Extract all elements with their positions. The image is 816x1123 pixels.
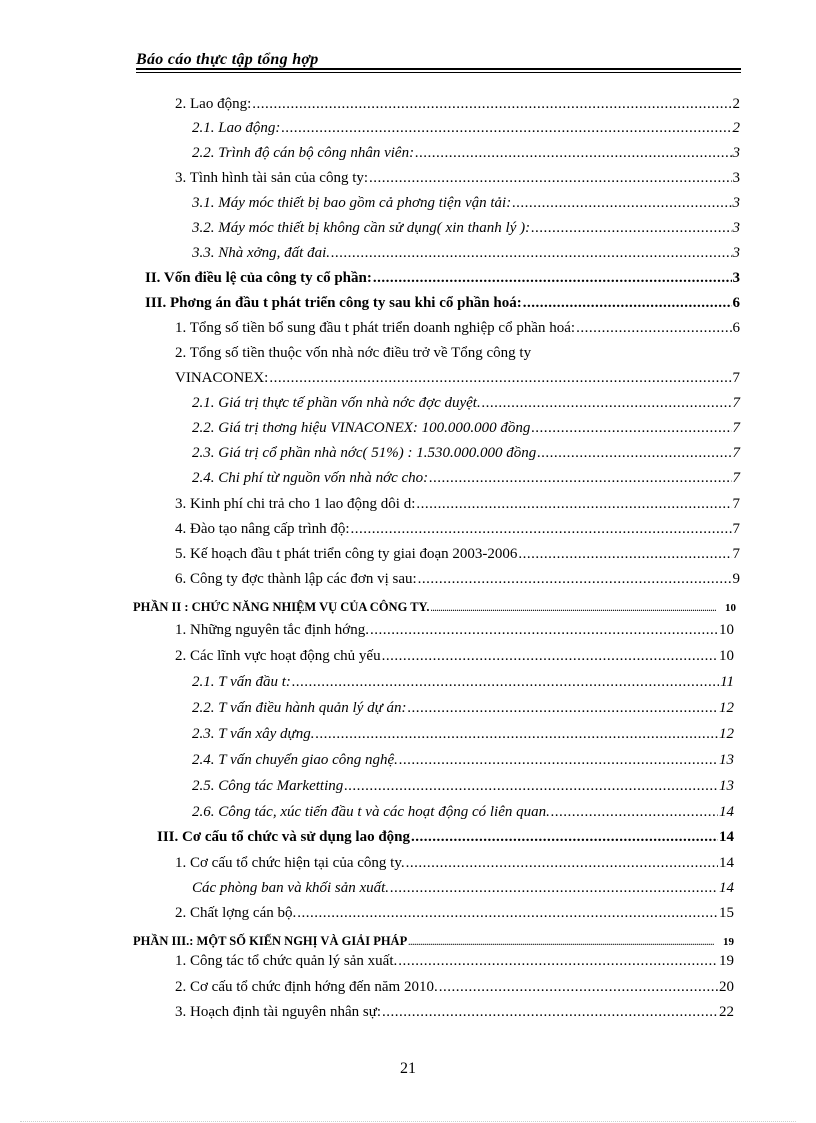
toc-entry-text: 2.3. T vấn xây dựng. [192,726,315,742]
toc-entry [192,445,740,469]
toc-entry [192,195,740,219]
toc-entry [175,622,734,646]
toc-section [145,295,740,319]
toc-leader [281,120,731,137]
toc-entry-page: 7 [732,496,740,512]
toc-entry-page: 7 [732,445,740,461]
toc-entry-text: 2.6. Công tác, xúc tiến đầu t và các hoạt động có liên quan. [192,804,550,820]
toc-entry-page: 20 [719,979,734,995]
toc-entry-page: 7 [732,470,740,486]
toc-leader [482,395,732,412]
toc-entry-text: 2.2. Trình độ cán bộ công nhân viên: [192,145,415,161]
toc-entry-page: 7 [732,521,740,537]
toc-entry [192,220,740,244]
toc-entry-page: 3 [732,245,740,261]
toc-entry-text: 2.1. Lao động: [192,120,281,136]
toc-leader [551,804,718,821]
toc-leader [315,726,718,743]
toc-entry-text: 3.1. Máy móc thiết bị bao gồm cả phơng tiện vận tải: [192,195,512,211]
toc-entry-page: 10 [719,648,734,664]
toc-entry-page: 2 [732,96,740,112]
toc-entry-page: 7 [732,420,740,436]
toc-entry [175,320,740,344]
page-bottom-border [20,1121,796,1122]
toc-entry-text: 3.3. Nhà xởng, đất đai. [192,245,331,261]
toc-entry-page: 6 [732,320,740,336]
toc-leader [382,1004,718,1021]
toc-entry [175,648,734,672]
toc-entry-text: 4. Đào tạo nâng cấp trình độ: [175,521,350,537]
toc-entry [192,804,734,828]
toc-entry-text: 2.3. Giá trị cổ phần nhà nớc( 51%) : 1.530.000.000 đồng [192,445,537,461]
toc-entry-text: 3. Kinh phí chi trả cho 1 lao động dôi d: [175,496,416,512]
toc-entry-page: 14 [719,855,734,871]
toc-leader [411,829,718,846]
toc-leader [351,521,732,538]
toc-leader [399,752,718,769]
toc-entry [192,145,740,169]
toc-entry-text: 1. Những nguyên tắc định hớng. [175,622,369,638]
toc-entry-page: 19 [723,936,734,948]
toc-entry-page: 12 [719,700,734,716]
toc-entry-text: 6. Công ty đợc thành lập các đơn vị sau: [175,571,417,587]
toc-entry-page: 14 [719,804,734,820]
toc-entry-page: 3 [732,195,740,211]
toc-section [145,270,740,294]
header-title: Báo cáo thực tập tổng hợp [136,51,319,68]
toc-entry-page: 7 [732,370,740,386]
toc-entry-text: III. Cơ cấu tổ chức và sử dụng lao động [157,829,411,845]
toc-leader [418,571,732,588]
toc-entry-page: 2 [732,120,740,136]
toc-entry-text: Các phòng ban và khối sản xuất. [192,880,390,896]
toc-entry-page: 14 [719,829,734,845]
toc-leader [390,880,718,897]
toc-entry [175,953,734,977]
toc-leader [297,905,718,922]
toc-entry-page: 22 [719,1004,734,1020]
toc-entry-text: III. Phơng án đầu t phát triển công ty sau khi cổ phần hoá: [145,295,522,311]
toc-leader [408,700,718,717]
toc-leader [373,270,732,287]
toc-entry-text: PHẦN II : CHỨC NĂNG NHIỆM VỤ CỦA CÔNG TY. [133,600,430,614]
toc-entry-text: 2. Tổng số tiền thuộc vốn nhà nớc điều trở về Tổng công ty [175,345,532,361]
toc-leader [269,370,731,387]
page-number: 21 [400,1060,416,1077]
toc-entry-text: 2.2. T vấn điều hành quản lý dự án: [192,700,407,716]
toc-entry-text: PHẦN III.: MỘT SỐ KIẾN NGHỊ VÀ GIẢI PHÁP [133,934,408,948]
toc-leader [416,496,731,513]
toc-entry-page: 19 [719,953,734,969]
toc-entry-text: 2.5. Công tác Marketting [192,778,344,794]
toc-entry-page: 3 [732,170,740,186]
toc-entry-text: 3. Hoạch định tài nguyên nhân sự: [175,1004,382,1020]
toc-entry-page: 11 [720,674,734,690]
toc-entry-page: 10 [719,622,734,638]
toc-leader [429,470,731,487]
toc-entry-text: 1. Công tác tổ chức quản lý sản xuất. [175,953,398,969]
toc-entry [192,245,740,269]
toc-entry-page: 13 [719,752,734,768]
toc-entry-page: 10 [725,602,736,614]
toc-entry-page: 6 [732,295,740,311]
toc-leader [292,674,719,691]
toc-entry-page: 3 [732,220,740,236]
toc-entry-text: 2. Chất lợng cán bộ. [175,905,297,921]
toc-entry-text: 2. Lao động: [175,96,252,112]
toc-entry-text: 3.2. Máy móc thiết bị không cần sử dụng( xin thanh lý ): [192,220,531,236]
toc-entry [175,546,740,570]
toc-entry [192,700,734,724]
toc-entry [175,905,734,929]
toc-entry-page: 7 [732,546,740,562]
toc-entry-text: II. Vốn điều lệ của công ty cổ phần: [145,270,372,286]
toc-entry-text: VINACONEX: [175,370,269,386]
toc-leader [408,938,714,947]
toc-entry-page: 3 [732,145,740,161]
toc-entry [175,96,740,120]
toc-leader [370,622,718,639]
toc-leader [398,953,718,970]
toc-entry [175,370,740,394]
toc-entry [192,726,734,750]
toc-entry-page: 9 [732,571,740,587]
toc-entry [192,674,734,698]
toc-entry-text: 3. Tình hình tài sản của công ty: [175,170,369,186]
toc-leader [523,295,732,312]
toc-leader [531,420,731,437]
toc-leader [344,778,718,795]
toc-entry [192,752,734,776]
toc-entry-page: 12 [719,726,734,742]
toc-entry-text: 1. Tổng số tiền bổ sung đầu t phát triển doanh nghiệp cổ phần hoá: [175,320,576,336]
toc-entry [192,470,740,494]
toc-entry-page: 14 [719,880,734,896]
toc-entry-text: 2. Cơ cấu tổ chức định hớng đến năm 2010. [175,979,438,995]
toc-entry [175,979,734,1003]
toc-leader [512,195,731,212]
toc-entry [192,420,740,444]
toc-entry [175,521,740,545]
toc-leader [331,245,731,262]
toc-entry [192,120,740,144]
toc-entry-page: 15 [719,905,734,921]
toc-leader [431,604,716,613]
toc-part-heading [133,600,736,624]
toc-entry-page: 7 [732,395,740,411]
toc-leader [439,979,718,996]
toc-entry [175,1004,734,1028]
toc-entry-text: 2.1. Giá trị thực tế phần vốn nhà nớc đợc duyệt. [192,395,481,411]
toc-entry [175,571,740,595]
toc-leader [369,170,731,187]
toc-entry-text: 2.4. T vấn chuyển giao công nghệ. [192,752,398,768]
toc-leader [415,145,731,162]
toc-entry [175,170,740,194]
toc-entry-text: 2.1. T vấn đầu t: [192,674,291,690]
toc-leader [576,320,731,337]
toc-entry-page: 13 [719,778,734,794]
toc-entry [175,345,740,369]
toc-leader [252,96,731,113]
toc-entry-text: 2.4. Chi phí từ nguồn vốn nhà nớc cho: [192,470,429,486]
toc-entry [192,778,734,802]
toc-leader [518,546,731,563]
toc-entry [175,855,734,879]
toc-section [157,829,734,853]
toc-entry [192,395,740,419]
toc-leader [531,220,731,237]
toc-leader [382,648,718,665]
toc-leader [537,445,731,462]
toc-entry-text: 5. Kế hoạch đầu t phát triển công ty giai đoạn 2003-2006 [175,546,518,562]
toc-leader [406,855,718,872]
toc-entry-text: 2.2. Giá trị thơng hiệu VINACONEX: 100.000.000 đồng [192,420,531,436]
toc-entry-text: 1. Cơ cấu tổ chức hiện tại của công ty. [175,855,405,871]
toc-entry [192,880,734,904]
toc-entry-text: 2. Các lĩnh vực hoạt động chủ yếu [175,648,381,664]
toc-entry [175,496,740,520]
toc-entry-page: 3 [732,270,740,286]
